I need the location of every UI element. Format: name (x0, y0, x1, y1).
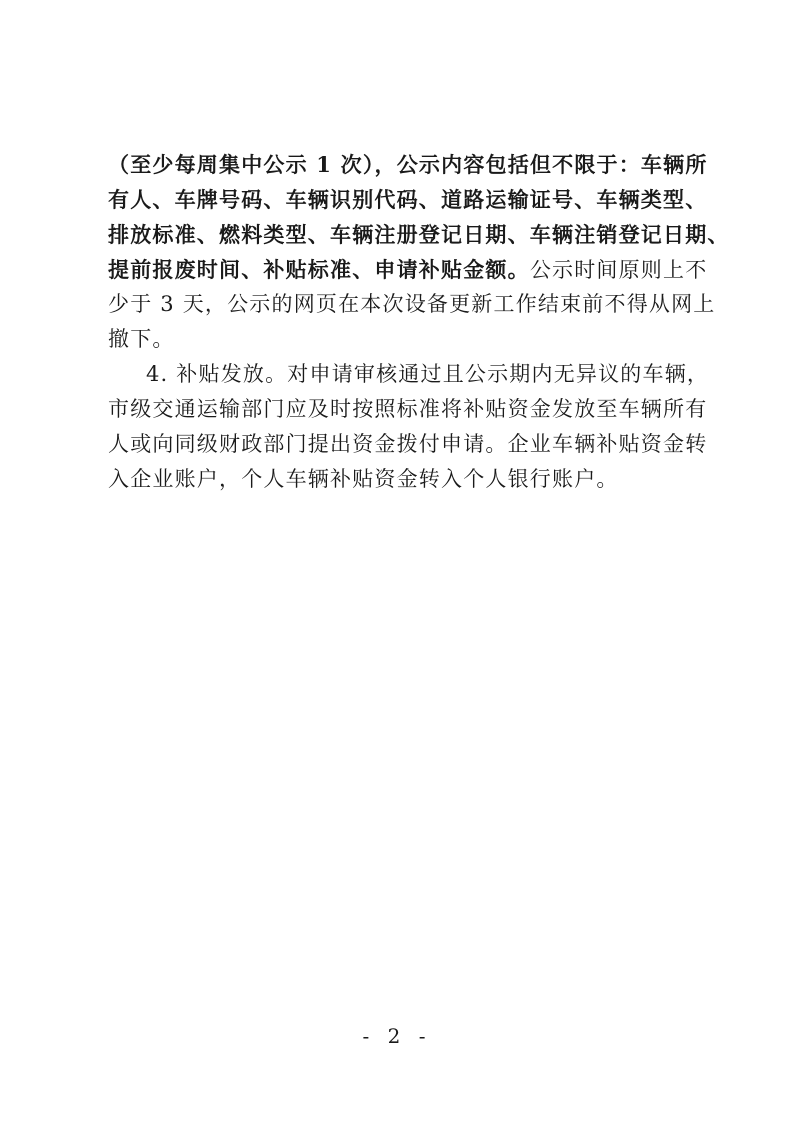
text-line: 人或向同级财政部门提出资金拨付申请。企业车辆补贴资金转 (108, 432, 708, 456)
bold-text-span: 提前报废时间、补贴标准、申请补贴金额。 (108, 257, 530, 282)
text-line: 撤下。 (108, 327, 175, 351)
normal-text-span: 公示时间原则上不 (529, 258, 708, 282)
text-line: 少于 3 天，公示的网页在本次设备更新工作结束前不得从网上 (108, 292, 716, 316)
text-line: 4. 补贴发放。对申请审核通过且公示期内无异议的车辆， (146, 362, 710, 386)
text-line: 市级交通运输部门应及时按照标准将补贴资金发放至车辆所有 (108, 397, 708, 421)
text-line: （至少每周集中公示 1 次），公示内容包括但不限于：车辆所 (108, 152, 708, 177)
text-line: 有人、车牌号码、车辆识别代码、道路运输证号、车辆类型、 (108, 187, 708, 212)
page-number: - 2 - (362, 1024, 432, 1048)
text-line (108, 252, 708, 287)
paragraph-publicity (108, 147, 730, 357)
paragraph-subsidy-payment (108, 357, 710, 497)
text-line: 排放标准、燃料类型、车辆注册登记日期、车辆注销登记日期、 (108, 222, 730, 247)
text-line: 入企业账户，个人车辆补贴资金转入个人银行账户。 (108, 467, 619, 491)
body-text (108, 147, 730, 497)
